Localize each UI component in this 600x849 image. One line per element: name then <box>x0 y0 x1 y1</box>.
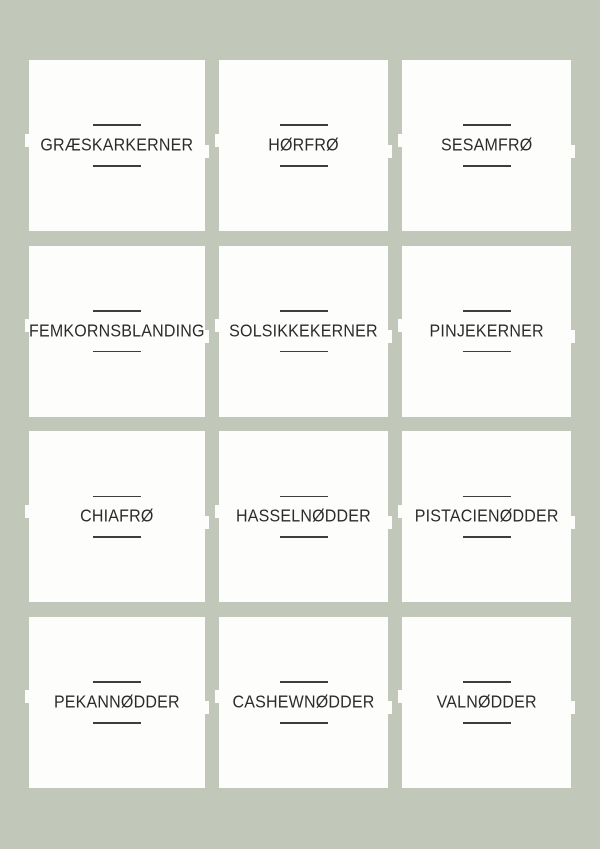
bottom-rule-line <box>93 536 141 538</box>
pantry-label-text: HØRFRØ <box>268 136 339 155</box>
bottom-rule-line <box>463 536 511 538</box>
pantry-label-text: CASHEWNØDDER <box>232 692 375 712</box>
bottom-rule-line <box>280 722 328 724</box>
top-rule-line <box>463 124 511 126</box>
pantry-label-text: SOLSIKKEKERNER <box>229 321 378 341</box>
pantry-label-card <box>29 246 205 417</box>
bottom-rule-line <box>463 351 511 353</box>
pantry-label-card <box>402 60 571 231</box>
pantry-label-card <box>219 60 388 231</box>
bottom-rule-line <box>280 536 328 538</box>
pantry-label-card <box>402 617 571 788</box>
pantry-label-card <box>219 246 388 417</box>
pantry-label-text: SESAMFRØ <box>440 136 533 155</box>
pantry-label-card <box>219 617 388 788</box>
top-rule-line <box>93 496 141 498</box>
pantry-label-card <box>402 246 571 417</box>
pantry-label-text: HASSELNØDDER <box>236 507 371 527</box>
top-rule-line <box>93 124 141 126</box>
top-rule-line <box>463 681 511 683</box>
top-rule-line <box>280 681 328 683</box>
bottom-rule-line <box>93 722 141 724</box>
top-rule-line <box>463 496 511 498</box>
pantry-label-card <box>29 431 205 602</box>
pantry-label-text: CHIAFRØ <box>80 507 154 527</box>
bottom-rule-line <box>93 165 141 167</box>
pantry-label-text: FEMKORNSBLANDING <box>29 321 205 341</box>
pantry-label-card <box>29 617 205 788</box>
pantry-label-text: PINJEKERNER <box>429 321 544 341</box>
bottom-rule-line <box>93 351 141 353</box>
pantry-label-card <box>402 431 571 602</box>
top-rule-line <box>280 124 328 126</box>
pantry-label-card <box>219 431 388 602</box>
top-rule-line <box>280 310 328 312</box>
pantry-label-text: GRÆSKARKERNER <box>40 136 194 155</box>
pantry-label-text: PEKANNØDDER <box>53 692 180 712</box>
top-rule-line <box>93 681 141 683</box>
top-rule-line <box>280 496 328 498</box>
top-rule-line <box>93 310 141 312</box>
bottom-rule-line <box>280 165 328 167</box>
pantry-label-card <box>29 60 205 231</box>
bottom-rule-line <box>463 722 511 724</box>
pantry-label-text: VALNØDDER <box>436 692 537 712</box>
bottom-rule-line <box>280 351 328 353</box>
pantry-label-text: PISTACIENØDDER <box>414 507 559 527</box>
bottom-rule-line <box>463 165 511 167</box>
top-rule-line <box>463 310 511 312</box>
